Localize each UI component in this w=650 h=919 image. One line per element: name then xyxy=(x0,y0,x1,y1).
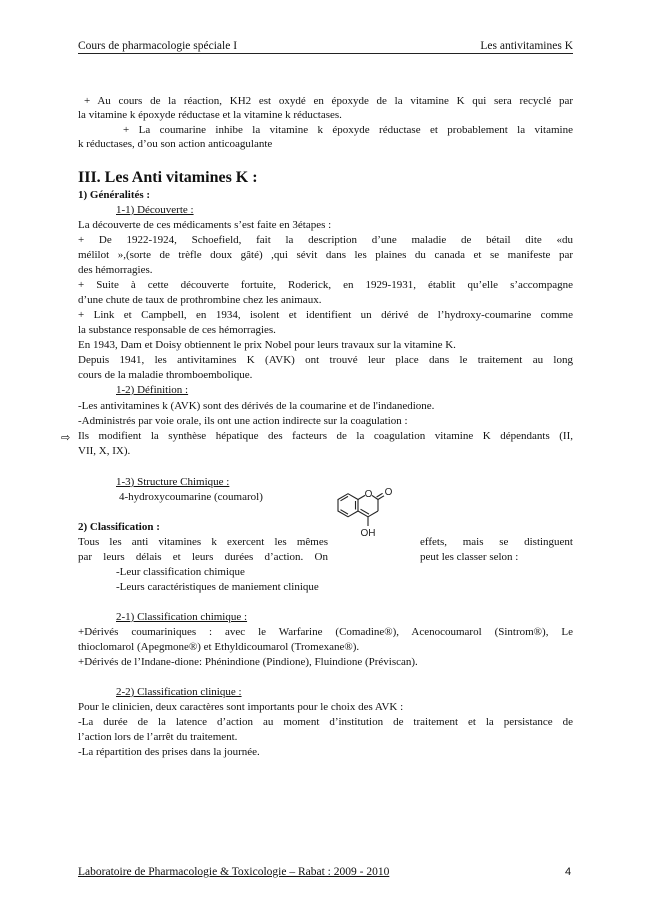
footer-institution: Laboratoire de Pharmacologie & Toxicologie – Rabat : 2009 - 2010 xyxy=(78,866,390,878)
chimique-line: +Dérivés de l’Indane-dione: Phénindione (Pindione), Fluindione (Préviscan). xyxy=(78,656,418,668)
header-chapter-title: Les antivitamines K xyxy=(480,40,573,52)
classification-line-1a: Tous les anti vitamines k exercent les mêmes xyxy=(78,536,328,548)
chimique-line: +Dérivés coumariniques : avec le Warfarine (Comadine®), Acenocoumarol (Sintrom®), Le xyxy=(78,626,573,638)
decouverte-line: mélilot »,(sorte de trèfle doux gâté) ,qui sévit dans les plaines du canada et se manifeste par xyxy=(78,249,573,261)
decouverte-line: + De 1922-1924, Schoefield, fait la description d’une maladie de bétail dite «du xyxy=(78,234,573,246)
decouverte-line: des hémorragies. xyxy=(78,264,153,276)
decouverte-line: + Link et Campbell, en 1934, isolent et identifient un dérivé de l’hydroxy-coumarine comme xyxy=(78,309,573,321)
header-rule xyxy=(78,53,573,54)
definition-line: VII, X, IX). xyxy=(78,445,131,457)
generalites-heading: 1) Généralités : xyxy=(78,189,151,201)
decouverte-line: + Suite à cette découverte fortuite, Roderick, en 1929-1931, établit qu’elle s’accompagne xyxy=(78,279,573,291)
header-course-title: Cours de pharmacologie spéciale I xyxy=(78,40,238,52)
structure-heading: 1-3) Structure Chimique : xyxy=(116,476,230,488)
decouverte-line: Depuis 1941, les antivitamines K (AVK) ont trouvé leur place dans le traitement au long xyxy=(78,354,573,366)
classification-heading: 2) Classification : xyxy=(78,521,160,533)
ring-oxygen-label: O xyxy=(364,489,373,500)
classification-item: -Leur classification chimique xyxy=(116,566,245,578)
classification-item: -Leurs caractéristiques de maniement clinique xyxy=(116,581,319,593)
classification-line-2a: par leurs délais et leurs durées d’action. On xyxy=(78,551,328,563)
clinique-heading: 2-2) Classification clinique : xyxy=(116,686,242,698)
page-number: 4 xyxy=(565,866,572,878)
decouverte-line: d’une chute de taux de prothrombine chez les animaux. xyxy=(78,294,322,306)
hydroxyl-label: OH xyxy=(360,528,376,539)
classification-line-2b: peut les classer selon : xyxy=(420,551,519,563)
definition-line: -Les antivitamines k (AVK) sont des dérivés de la coumarine et de l'indanedione. xyxy=(78,400,435,412)
definition-line: -Administrés par voie orale, ils ont une action indirecte sur la coagulation : xyxy=(78,415,408,427)
clinique-line: l’action lors de l’arrêt du traitement. xyxy=(78,731,238,743)
coumarin-structure-diagram xyxy=(330,476,420,554)
definition-heading: 1-2) Définition : xyxy=(116,384,189,396)
intro-line-4: k réductases, d’ou son action anticoagulante xyxy=(78,138,273,150)
intro-line-2: la vitamine k époxyde réductase et la vitamine k réductases. xyxy=(78,109,342,121)
carbonyl-oxygen-label: O xyxy=(384,487,393,498)
structure-name: 4-hydroxycoumarine (coumarol) xyxy=(119,491,263,503)
decouverte-heading: 1-1) Découverte : xyxy=(116,204,194,216)
decouverte-line: cours de la maladie thromboembolique. xyxy=(78,369,253,381)
intro-line-1: + Au cours de la réaction, KH2 est oxydé en époxyde de la vitamine K qui sera recyclé par xyxy=(84,95,573,107)
clinique-line: -La durée de la latence d’action au moment d’institution de traitement et la persistance de xyxy=(78,716,573,728)
section-title: III. Les Anti vitamines K : xyxy=(78,169,258,186)
classification-line-1b: effets, mais se distinguent xyxy=(420,536,573,548)
chimique-line: thioclomarol (Apegmone®) et Ethyldicoumarol (Tromexane®). xyxy=(78,641,360,653)
definition-line: Ils modifient la synthèse hépatique des facteurs de la coagulation vitamine K dépendants (II, xyxy=(78,430,573,442)
clinique-line: Pour le clinicien, deux caractères sont importants pour le choix des AVK : xyxy=(78,701,404,713)
arrow-icon: ⇨ xyxy=(61,431,71,444)
chimique-heading: 2-1) Classification chimique : xyxy=(116,611,248,623)
clinique-line: -La répartition des prises dans la journée. xyxy=(78,746,260,758)
decouverte-line: la substance responsable de ces hémorragies. xyxy=(78,324,276,336)
decouverte-line: En 1943, Dam et Doisy obtiennent le prix Nobel pour leurs travaux sur la vitamine K. xyxy=(78,339,456,351)
intro-line-3: + La coumarine inhibe la vitamine k époxyde réductase et probablement la vitamine xyxy=(123,124,573,136)
decouverte-line: La découverte de ces médicaments s’est faite en 3étapes : xyxy=(78,219,332,231)
